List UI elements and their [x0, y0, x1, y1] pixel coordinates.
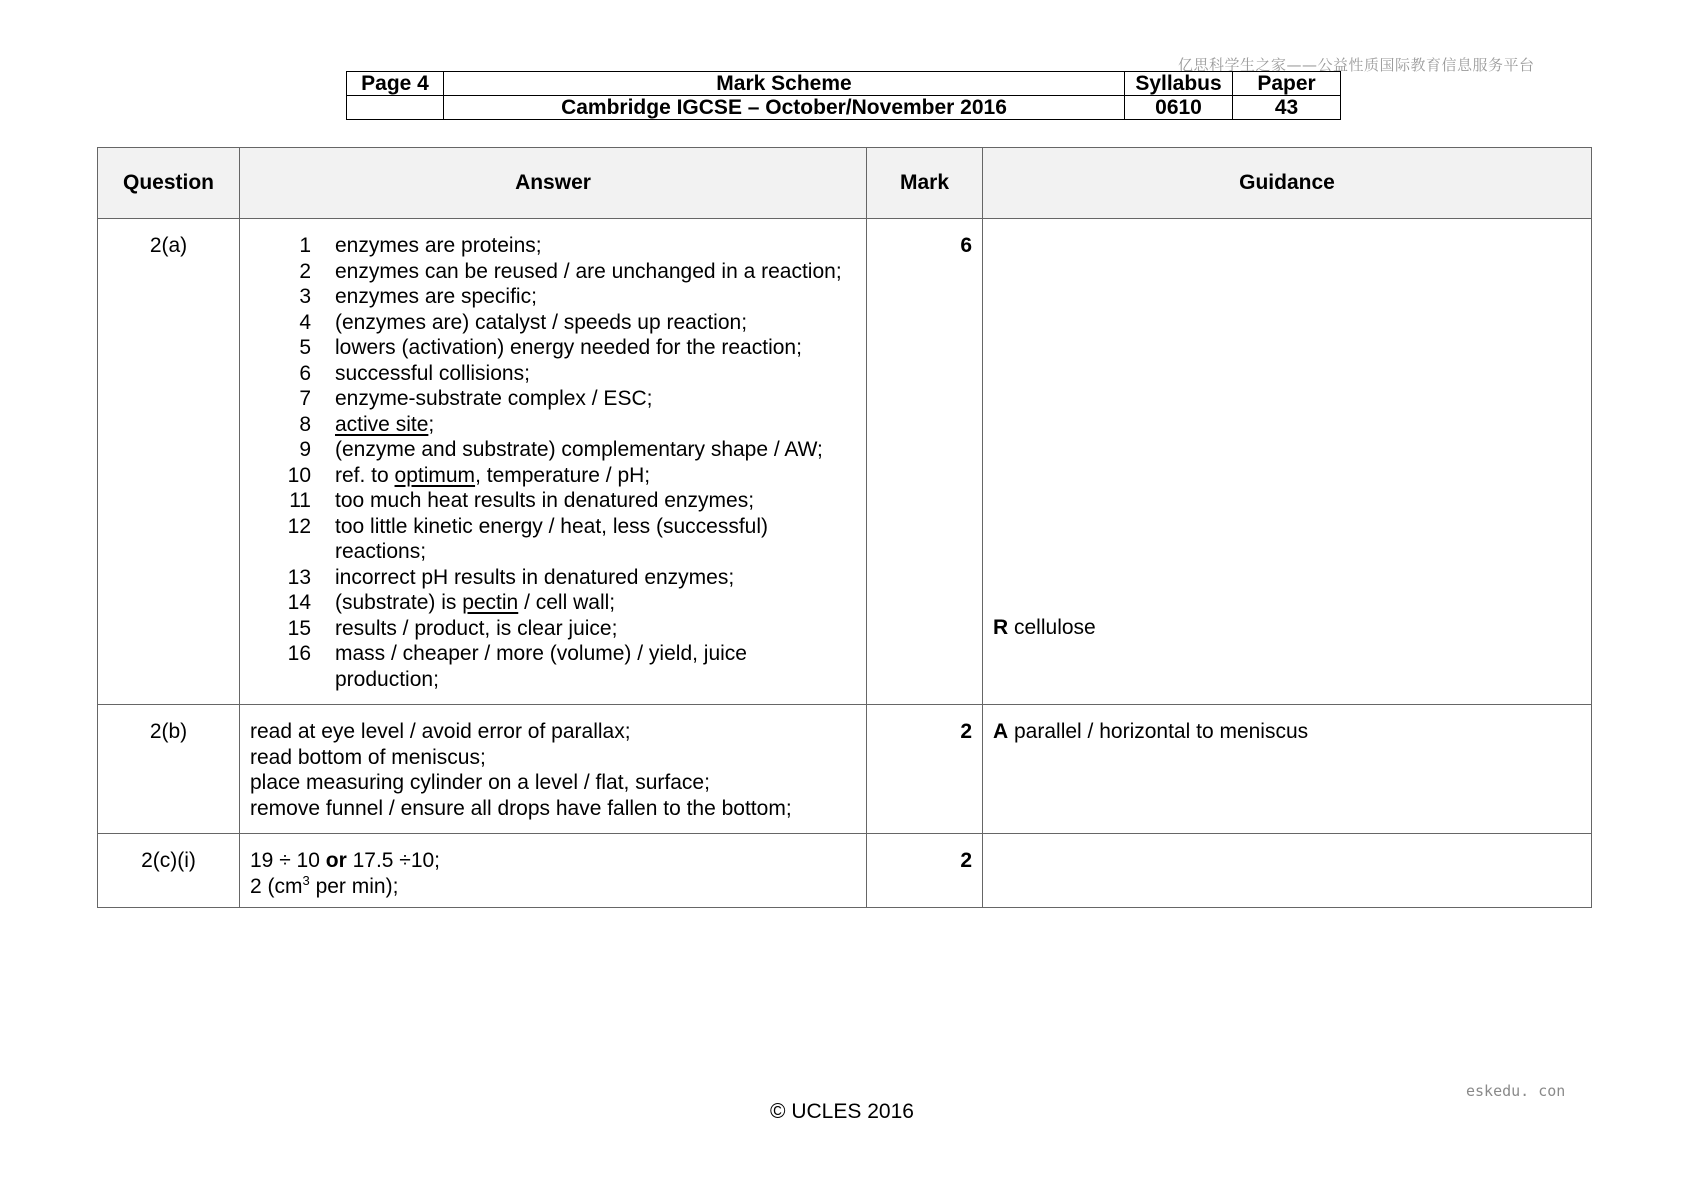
- item-text: enzymes are specific;: [335, 285, 537, 308]
- syllabus-label: Syllabus: [1125, 72, 1233, 96]
- guidance-keyword: A: [993, 720, 1009, 743]
- item-text-tail: , temperature / pH;: [475, 463, 651, 487]
- paper-label: Paper: [1233, 72, 1341, 96]
- question-id: 2(b): [98, 705, 240, 834]
- underlined-term: pectin: [462, 591, 519, 614]
- item-number: 13: [287, 565, 311, 589]
- syllabus-value: 0610: [1125, 96, 1233, 120]
- col-question: Question: [98, 148, 240, 219]
- page-number: Page 4: [347, 72, 444, 96]
- mark-value: 2: [867, 705, 983, 834]
- answer-text: 2 (cm: [250, 874, 303, 898]
- item-text: (enzyme and substrate) complementary shape / AW;: [335, 438, 823, 461]
- item-text: results / product, is clear juice;: [335, 616, 618, 640]
- guidance-text: parallel / horizontal to meniscus: [1008, 720, 1309, 743]
- watermark-top: 亿思科学生之家——公益性质国际教育信息服务平台: [1178, 56, 1535, 74]
- item-text: (enzymes are) catalyst / speeds up reaction;: [335, 310, 748, 334]
- list-item: [250, 361, 856, 387]
- question-id: 2(a): [98, 219, 240, 705]
- answer-cell: [240, 219, 867, 705]
- col-mark: Mark: [867, 148, 983, 219]
- doc-title: Mark Scheme: [444, 72, 1125, 96]
- item-number: 15: [287, 616, 311, 640]
- guidance-spacer: [993, 233, 1581, 615]
- item-number: 7: [299, 387, 311, 410]
- item-text: incorrect pH results in denatured enzymes;: [335, 565, 735, 589]
- item-number: 2: [299, 259, 311, 283]
- item-text: enzymes are proteins;: [335, 234, 542, 257]
- item-text: [335, 412, 856, 438]
- list-item: [250, 565, 856, 591]
- superscript: 3: [302, 872, 310, 888]
- item-number: 3: [299, 285, 311, 308]
- question-id: 2(c)(i): [98, 834, 240, 908]
- col-answer: Answer: [240, 148, 867, 219]
- mark-scheme-table: [97, 147, 1592, 908]
- guidance-cell: [983, 705, 1592, 834]
- item-text-tail: / cell wall;: [518, 591, 616, 614]
- page-blank: [347, 96, 444, 120]
- item-text: too little kinetic energy / heat, less (successful) reactions;: [335, 514, 769, 563]
- item-number: 5: [299, 336, 311, 359]
- item-text-head: ref. to: [335, 463, 395, 487]
- answer-line: [250, 874, 856, 900]
- item-number: 8: [299, 412, 311, 436]
- item-number: 14: [287, 591, 311, 614]
- item-text: mass / cheaper / more (volume) / yield, juice production;: [335, 642, 747, 691]
- underlined-term: optimum: [394, 463, 476, 487]
- answer-text: per min);: [309, 874, 399, 898]
- answer-line: read bottom of meniscus;: [250, 745, 486, 769]
- mark-value: 6: [867, 219, 983, 705]
- item-number: 11: [289, 489, 311, 512]
- answer-cell: [240, 834, 867, 908]
- answer-cell: [240, 705, 867, 834]
- guidance-text: cellulose: [1008, 616, 1096, 639]
- doc-subtitle: Cambridge IGCSE – October/November 2016: [444, 96, 1125, 120]
- list-item: [250, 412, 856, 438]
- item-number: 1: [299, 234, 311, 257]
- item-number: 10: [287, 463, 311, 487]
- answer-line: remove funnel / ensure all drops have fallen to the bottom;: [250, 796, 792, 820]
- table-row: [98, 834, 1592, 908]
- guidance-cell: [983, 219, 1592, 705]
- item-text-head: (substrate) is: [335, 591, 463, 614]
- item-text: [335, 590, 856, 616]
- item-text: too much heat results in denatured enzymes;: [335, 489, 755, 512]
- mark-value: 2: [867, 834, 983, 908]
- item-number: 6: [299, 361, 311, 385]
- list-item: [250, 310, 856, 336]
- list-item: [250, 284, 856, 310]
- list-item: [250, 386, 856, 412]
- guidance-keyword: R: [993, 616, 1009, 639]
- list-item: [250, 590, 856, 616]
- table-row: [98, 219, 1592, 705]
- item-number: 4: [299, 310, 311, 334]
- table-row: [98, 705, 1592, 834]
- header-table: [346, 71, 1341, 120]
- list-item: [250, 463, 856, 489]
- list-item: [250, 335, 856, 361]
- list-item: [250, 259, 856, 285]
- item-number: 12: [287, 514, 311, 538]
- item-text: successful collisions;: [335, 361, 530, 385]
- copyright-footer: © UCLES 2016: [770, 1100, 914, 1123]
- list-item: [250, 616, 856, 642]
- item-text: lowers (activation) energy needed for the reaction;: [335, 336, 802, 359]
- list-item: [250, 437, 856, 463]
- underlined-term: active site: [335, 412, 429, 436]
- list-item: [250, 233, 856, 259]
- answer-keyword: or: [325, 849, 347, 872]
- answer-line: place measuring cylinder on a level / flat, surface;: [250, 771, 710, 794]
- item-text: enzymes can be reused / are unchanged in a reaction;: [335, 259, 842, 283]
- table-header-row: [98, 148, 1592, 219]
- list-item: [250, 514, 856, 565]
- answer-line: read at eye level / avoid error of parallax;: [250, 720, 631, 743]
- item-text: [335, 463, 856, 489]
- paper-value: 43: [1233, 96, 1341, 120]
- item-number: 9: [299, 438, 311, 461]
- answer-text: 19 ÷ 10: [250, 849, 326, 872]
- answer-text: 17.5 ÷10;: [346, 849, 441, 872]
- col-guidance: Guidance: [983, 148, 1592, 219]
- list-item: [250, 488, 856, 514]
- item-text: enzyme-substrate complex / ESC;: [335, 387, 653, 410]
- list-item: [250, 641, 856, 692]
- watermark-bottom: eskedu. con: [1466, 1082, 1566, 1100]
- guidance-note: [993, 615, 1581, 641]
- guidance-cell: [983, 834, 1592, 908]
- answer-line: [250, 848, 856, 874]
- item-text-tail: ;: [428, 412, 435, 436]
- item-number: 16: [287, 642, 311, 665]
